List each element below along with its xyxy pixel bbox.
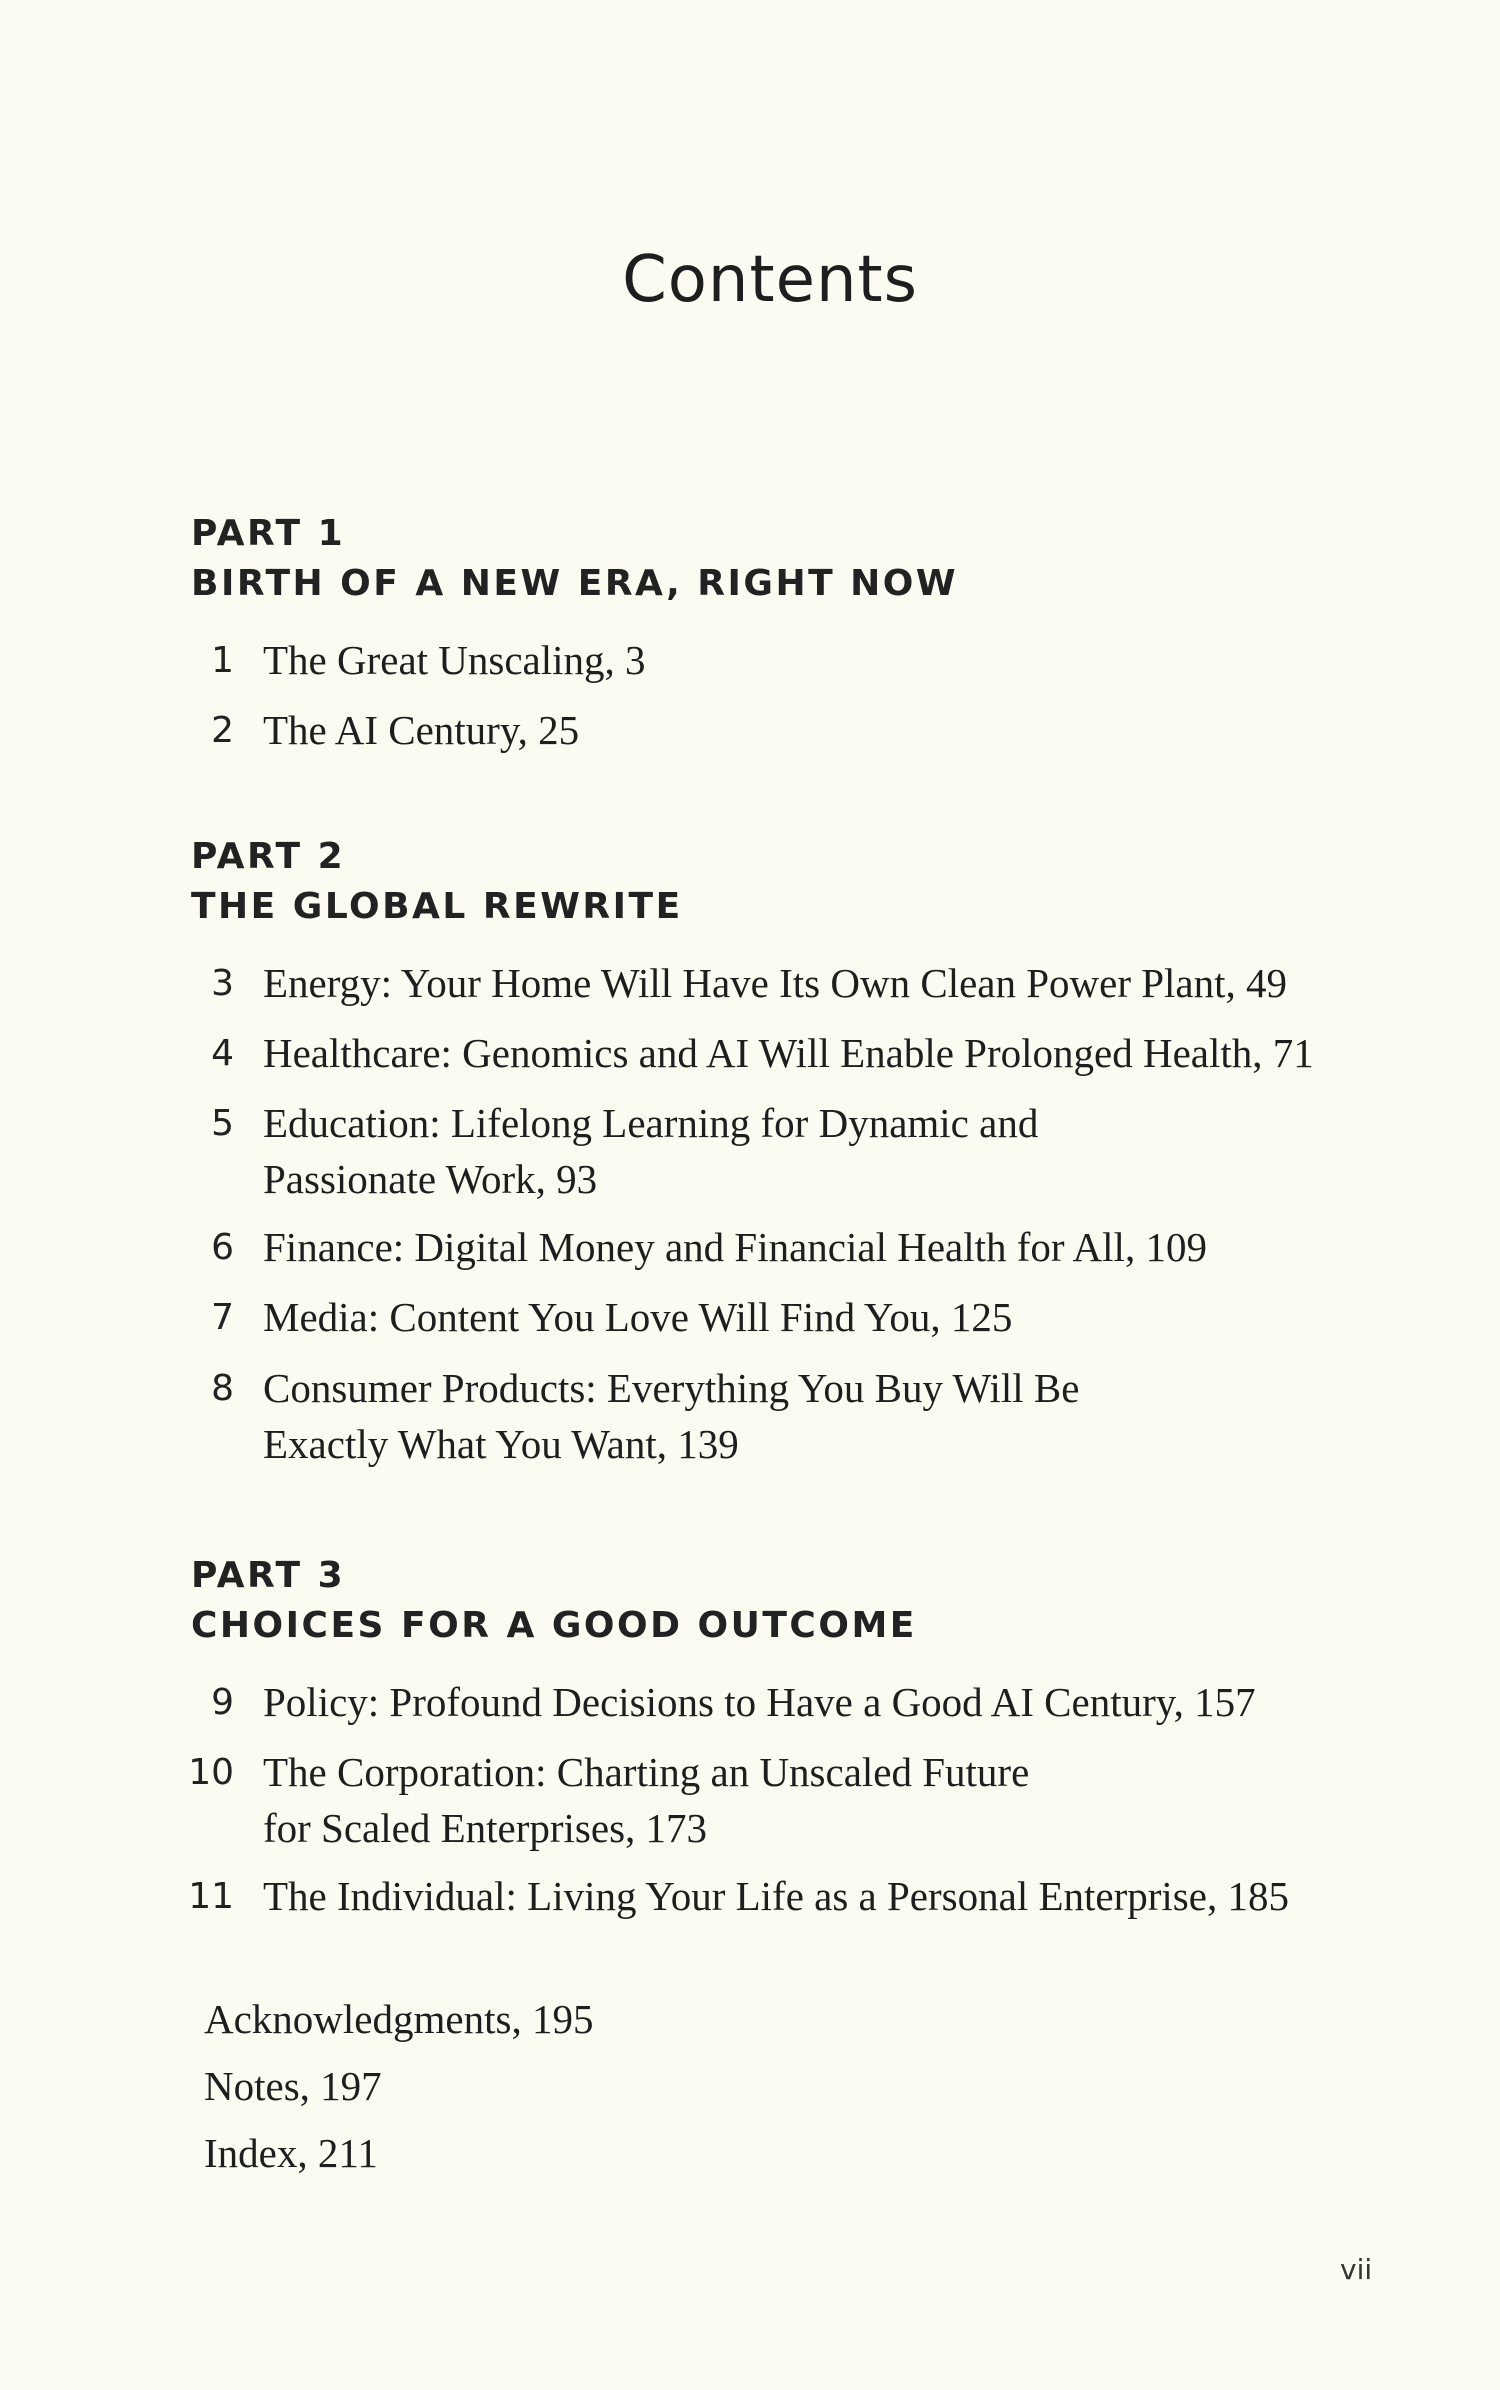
chapter-8-title-continued: Exactly What You Want, 139	[263, 1421, 739, 1467]
part-3-title: CHOICES FOR A GOOD OUTCOME	[191, 1605, 917, 1646]
part-1-label: PART 1	[191, 513, 346, 554]
chapter-1-title: The Great Unscaling, 3	[263, 637, 646, 683]
back-matter-notes: Notes, 197	[204, 2063, 382, 2109]
chapter-4-number: 4	[211, 1033, 234, 1074]
part-2-title: THE GLOBAL REWRITE	[191, 886, 683, 927]
chapter-5-title: Education: Lifelong Learning for Dynamic and	[263, 1100, 1039, 1146]
chapter-2-number: 2	[211, 710, 234, 751]
chapter-8-number: 8	[211, 1368, 234, 1409]
chapter-6-number: 6	[211, 1227, 234, 1268]
chapter-9-number: 9	[211, 1682, 234, 1723]
chapter-11-title: The Individual: Living Your Life as a Personal Enterprise, 185	[263, 1873, 1289, 1919]
chapter-3-title: Energy: Your Home Will Have Its Own Clean Power Plant, 49	[263, 960, 1288, 1006]
page-number: vii	[1340, 2253, 1373, 2286]
chapter-6-title: Finance: Digital Money and Financial Health for All, 109	[263, 1224, 1207, 1270]
back-matter-index: Index, 211	[204, 2130, 378, 2176]
chapter-7-title: Media: Content You Love Will Find You, 125	[263, 1294, 1013, 1340]
chapter-10-title-continued: for Scaled Enterprises, 173	[263, 1805, 708, 1851]
chapter-1-number: 1	[211, 640, 234, 681]
chapter-10-number: 10	[188, 1752, 234, 1793]
chapter-7-number: 7	[211, 1297, 234, 1338]
chapter-4-title: Healthcare: Genomics and AI Will Enable Prolonged Health, 71	[263, 1030, 1314, 1076]
chapter-3-number: 3	[211, 963, 234, 1004]
chapter-10-title: The Corporation: Charting an Unscaled Future	[263, 1749, 1030, 1795]
chapter-11-number: 11	[188, 1876, 234, 1917]
chapter-8-title: Consumer Products: Everything You Buy Will Be	[263, 1365, 1080, 1411]
page-title: Contents	[622, 243, 918, 317]
back-matter-acknowledgments: Acknowledgments, 195	[204, 1996, 594, 2042]
chapter-9-title: Policy: Profound Decisions to Have a Good AI Century, 157	[263, 1679, 1256, 1725]
part-1-title: BIRTH OF A NEW ERA, RIGHT NOW	[191, 563, 959, 604]
chapter-2-title: The AI Century, 25	[263, 707, 580, 753]
part-3-label: PART 3	[191, 1555, 346, 1596]
part-2-label: PART 2	[191, 836, 346, 877]
chapter-5-title-continued: Passionate Work, 93	[263, 1156, 598, 1202]
chapter-5-number: 5	[211, 1103, 234, 1144]
